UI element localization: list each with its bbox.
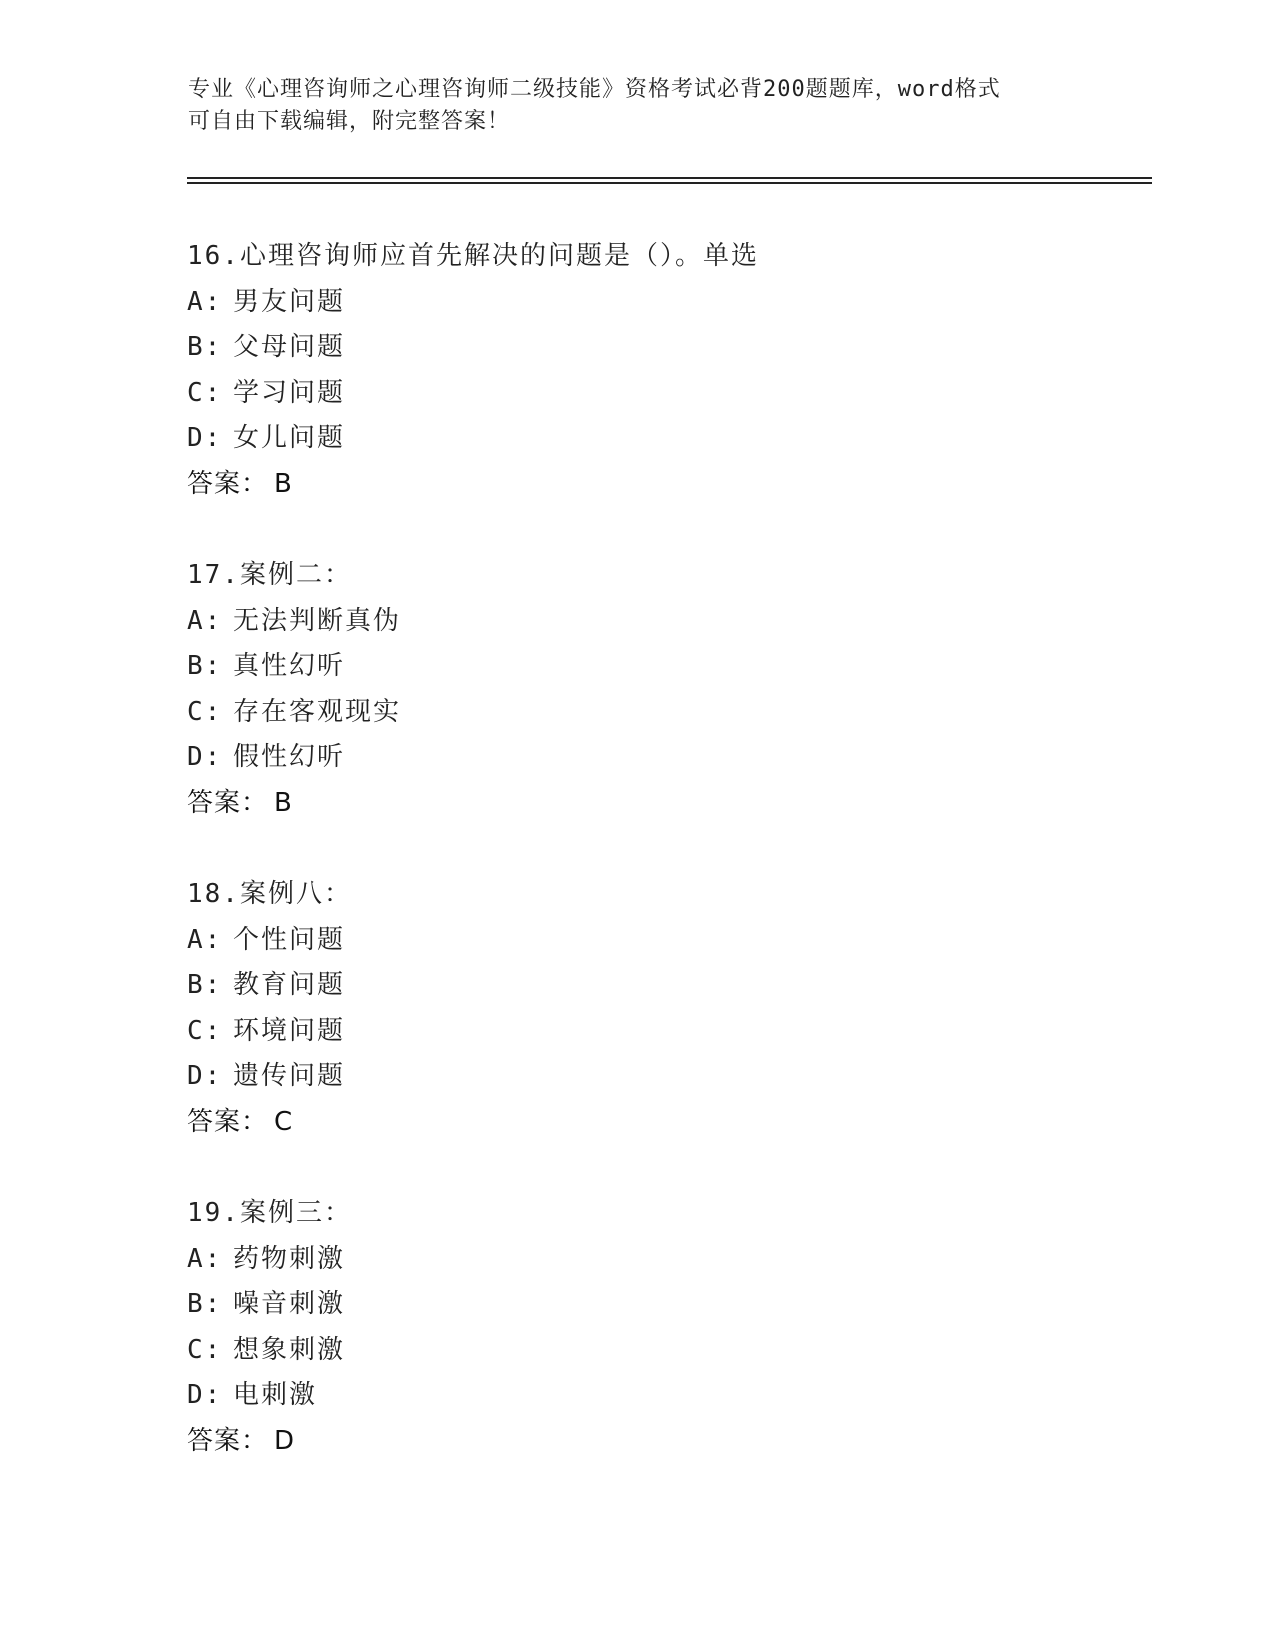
header-line-1: 专业《心理咨询师之心理咨询师二级技能》资格考试必背200题题库，word格式 [188, 77, 1001, 102]
answer-line [187, 462, 1087, 508]
option-d [187, 1054, 1087, 1100]
option-c [187, 690, 1087, 736]
option-a [187, 918, 1087, 964]
question-title: 19.案例三： [187, 1198, 352, 1228]
option-letter: D: [187, 742, 223, 772]
option-b [187, 325, 1087, 371]
option-letter: A: [187, 924, 223, 955]
option-b [187, 963, 1087, 1009]
question-19 [187, 1191, 1087, 1464]
option-letter: C: [187, 696, 223, 727]
answer-line [187, 1419, 1087, 1465]
option-text: 遗传问题 [233, 1061, 346, 1091]
question-16 [187, 234, 1087, 507]
option-letter: A: [187, 286, 223, 317]
header-divider-top [187, 177, 1152, 179]
option-text: 电刺激 [233, 1380, 318, 1410]
question-title: 18.案例八： [187, 879, 352, 909]
header-divider-bottom [187, 182, 1152, 184]
answer-line [187, 781, 1087, 827]
answer-label: 答案： [187, 1106, 269, 1137]
option-letter: A: [187, 1243, 223, 1274]
document-header [188, 74, 1088, 138]
option-c [187, 371, 1087, 417]
option-letter: C: [187, 1334, 223, 1365]
question-17 [187, 553, 1087, 826]
answer-value: D [274, 1425, 296, 1456]
option-letter: B: [187, 651, 223, 681]
question-18 [187, 872, 1087, 1145]
option-letter: C: [187, 1015, 223, 1046]
answer-line [187, 1100, 1087, 1146]
option-text: 无法判断真伪 [233, 605, 402, 636]
answer-value: B [274, 787, 293, 818]
option-c [187, 1009, 1087, 1055]
option-text: 环境问题 [233, 1015, 346, 1046]
option-b [187, 1282, 1087, 1328]
option-text: 男友问题 [233, 286, 346, 317]
option-text: 药物刺激 [233, 1243, 346, 1274]
question-title: 16.心理咨询师应首先解决的问题是（）。单选 [187, 241, 759, 271]
option-c [187, 1328, 1087, 1374]
option-letter: D: [187, 1380, 223, 1410]
option-letter: B: [187, 1289, 223, 1319]
option-d [187, 735, 1087, 781]
option-text: 噪音刺激 [233, 1289, 346, 1319]
option-text: 教育问题 [233, 970, 346, 1000]
option-text: 存在客观现实 [233, 696, 402, 727]
option-text: 学习问题 [233, 377, 346, 408]
option-d [187, 416, 1087, 462]
option-a [187, 599, 1087, 645]
answer-value: B [274, 468, 293, 499]
option-d [187, 1373, 1087, 1419]
header-line-2: 可自由下载编辑，附完整答案！ [188, 109, 511, 134]
answer-label: 答案： [187, 1425, 269, 1456]
answer-label: 答案： [187, 468, 269, 499]
option-a [187, 1237, 1087, 1283]
answer-value: C [274, 1106, 294, 1137]
option-letter: D: [187, 1061, 223, 1091]
option-b [187, 644, 1087, 690]
option-letter: C: [187, 377, 223, 408]
option-a [187, 280, 1087, 326]
question-title: 17.案例二： [187, 560, 352, 590]
option-text: 真性幻听 [233, 651, 346, 681]
option-letter: A: [187, 605, 223, 636]
option-letter: D: [187, 423, 223, 453]
option-text: 假性幻听 [233, 742, 346, 772]
option-text: 女儿问题 [233, 423, 346, 453]
option-text: 想象刺激 [233, 1334, 346, 1365]
option-text: 个性问题 [233, 924, 346, 955]
option-letter: B: [187, 332, 223, 362]
option-text: 父母问题 [233, 332, 346, 362]
answer-label: 答案： [187, 787, 269, 818]
option-letter: B: [187, 970, 223, 1000]
